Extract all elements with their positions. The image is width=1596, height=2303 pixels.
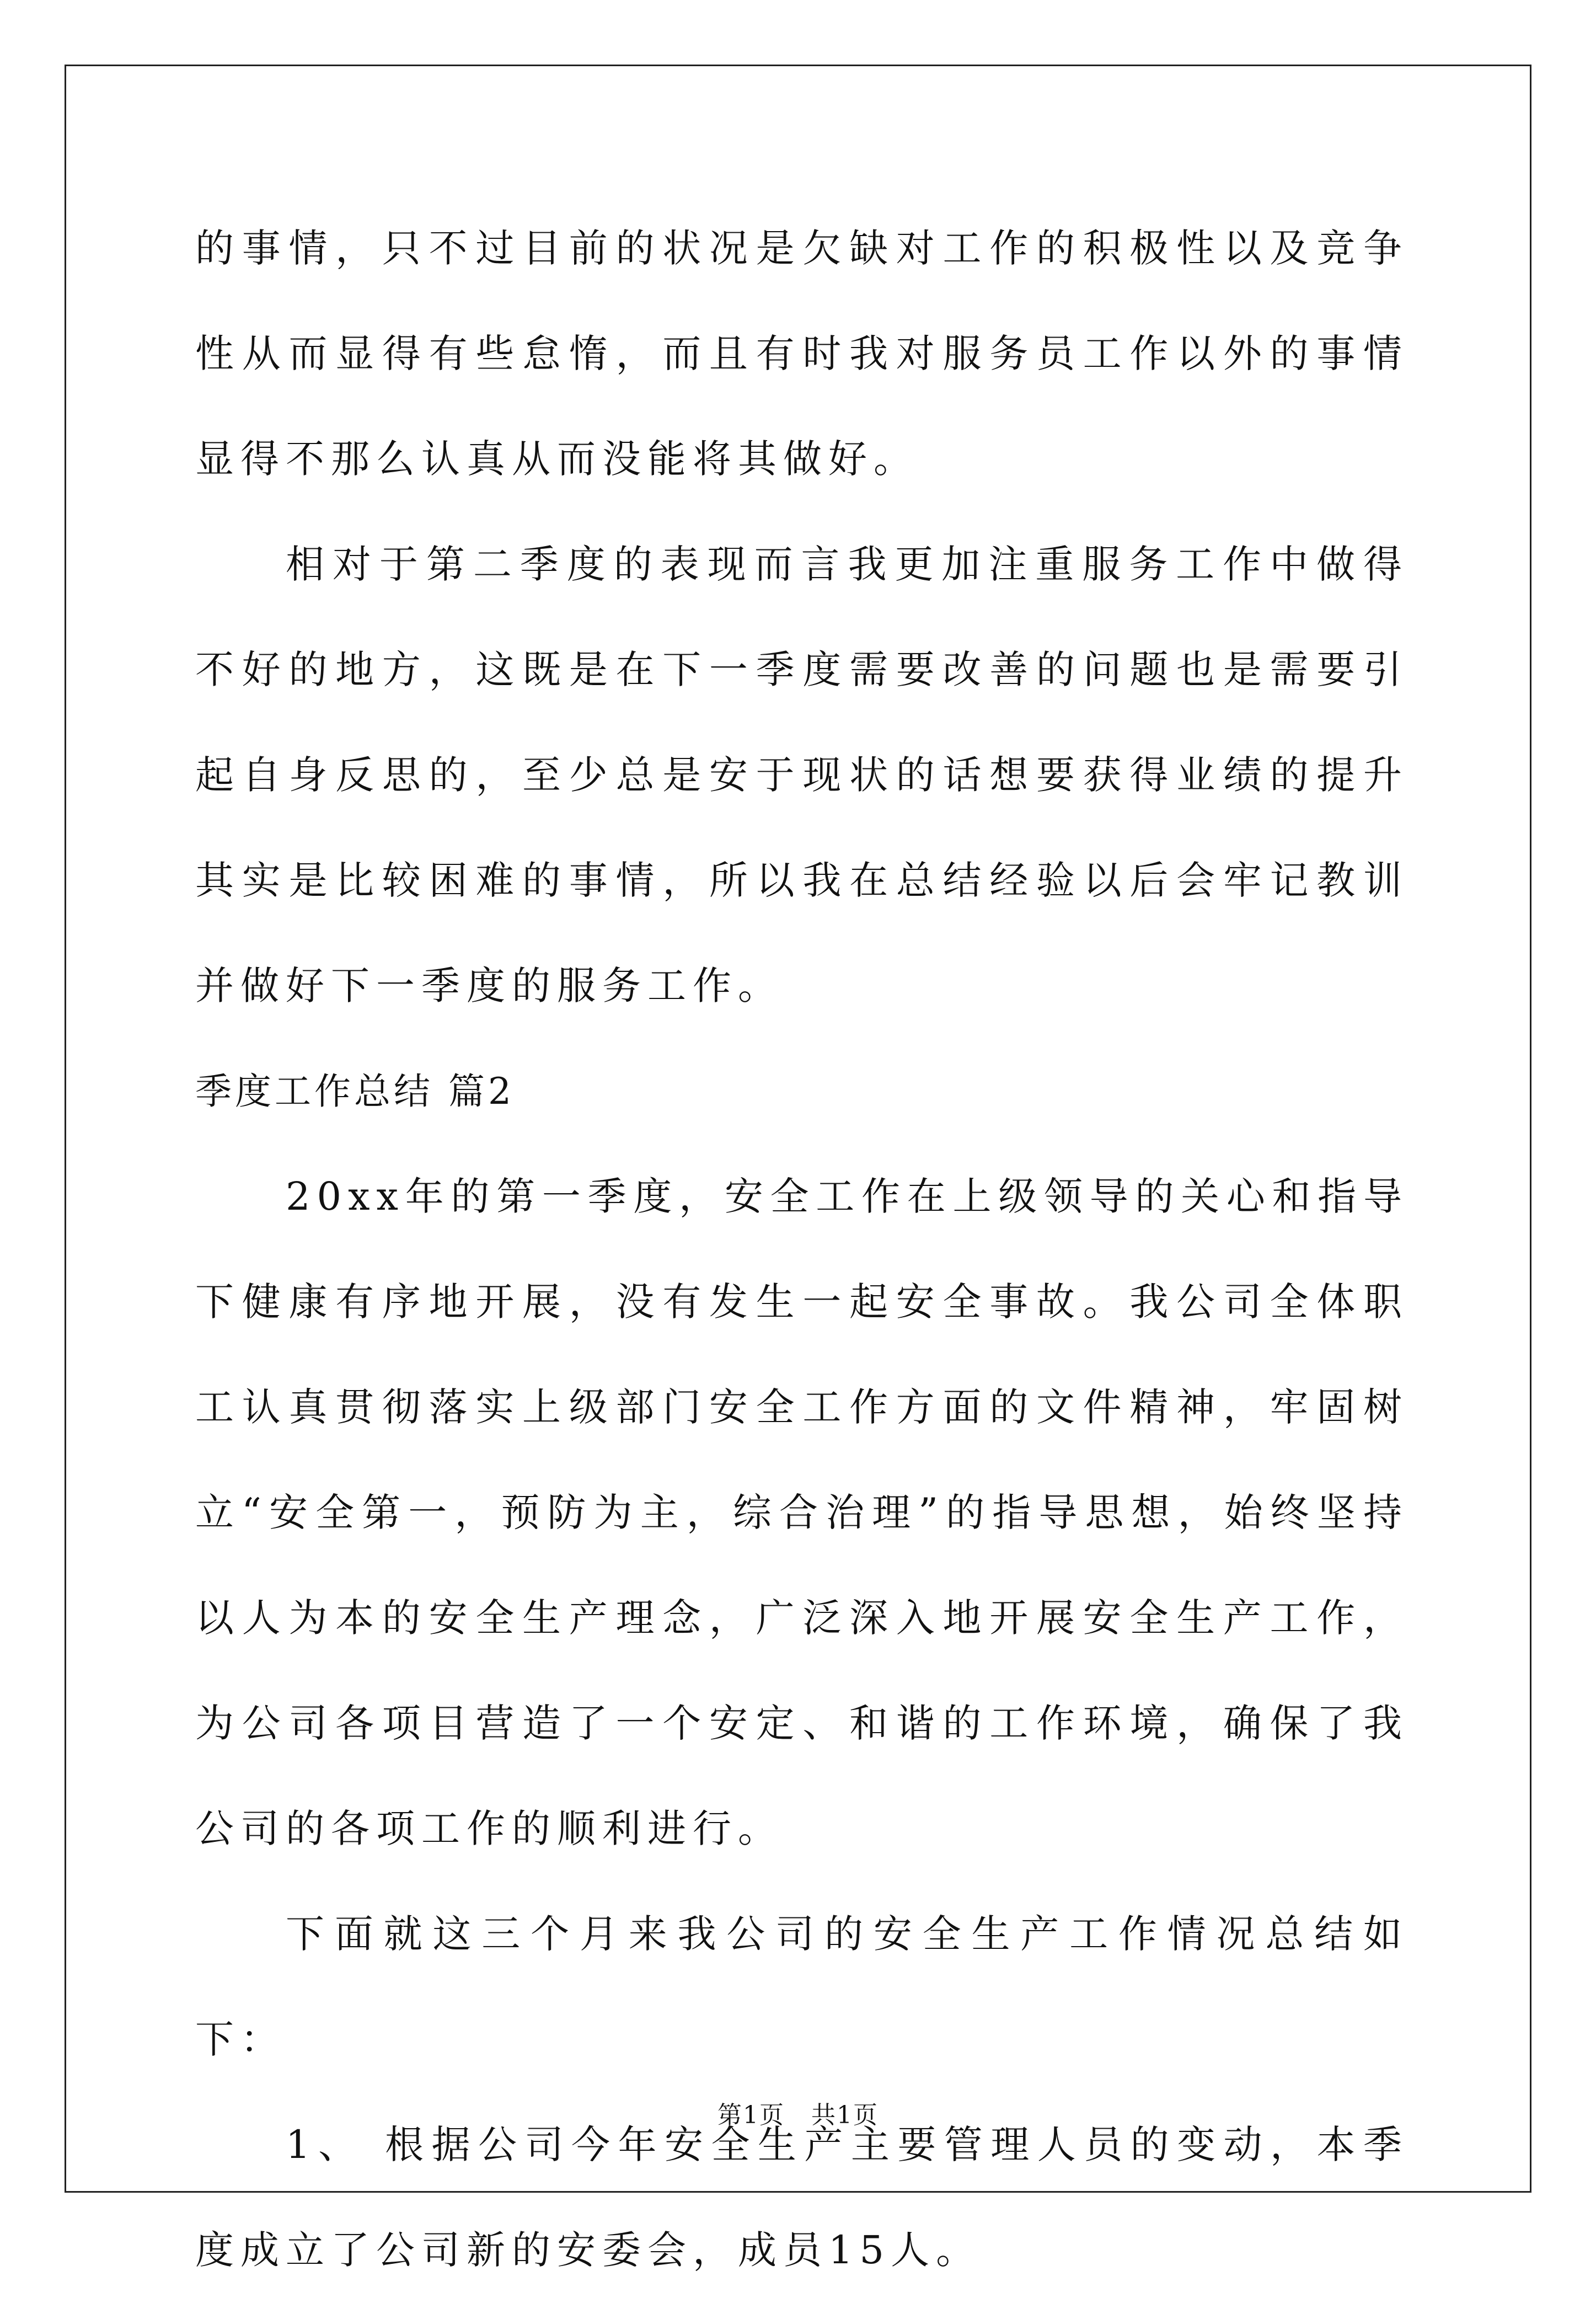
document-body <box>195 196 1408 2303</box>
page-number-current: 第1页 <box>717 2101 785 2129</box>
page-number-total: 共1页 <box>811 2101 879 2129</box>
paragraph-continuation: 的事情，只不过目前的状况是欠缺对工作的积极性以及竞争性从而显得有些怠惰，而且有时我对服务员工作以外的事情显得不那么认真从而没能将其做好。 <box>195 226 1408 482</box>
paragraph-reflection: 相对于第二季度的表现而言我更加注重服务工作中做得不好的地方，这既是在下一季度需要改善的问题也是需要引起自身反思的，至少总是安于现状的话想要获得业绩的提升其实是比较困难的事情，所以我在总结经验以后会牢记教训并做好下一季度的服务工作。 <box>195 542 1408 1008</box>
page-footer <box>0 2099 1596 2132</box>
paragraph-summary-intro: 下面就这三个月来我公司的安全生产工作情况总结如下： <box>195 1911 1408 2062</box>
paragraph-safety-overview: 20xx年的第一季度，安全工作在上级领导的关心和指导下健康有序地开展，没有发生一起安全事故。我公司全体职工认真贯彻落实上级部门安全工作方面的文件精神，牢固树立“安全第一，预防为主，综合治理”的指导思想，始终坚持以人为本的安全生产理念，广泛深入地开展安全生产工作，为公司各项目营造了一个安定、和谐的工作环境，确保了我公司的各项工作的顺利进行。 <box>195 1174 1408 1851</box>
section-heading: 季度工作总结 篇2 <box>195 1070 515 1113</box>
list-item-1: 1、 根据公司今年安全生产主要管理人员的变动，本季度成立了公司新的安委会，成员15人。 <box>195 2122 1408 2273</box>
